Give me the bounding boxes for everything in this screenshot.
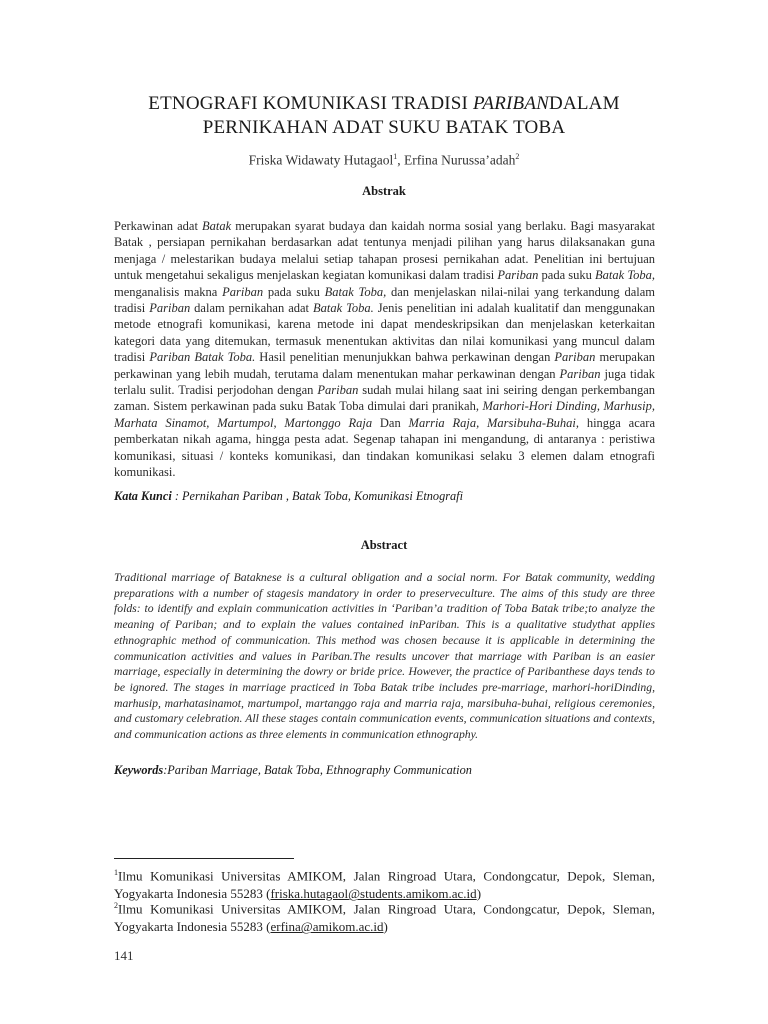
italic-term: Pariban [149, 301, 191, 316]
footnote-1-email[interactable]: friska.hutagaol@students.amikom.ac.id [270, 886, 477, 902]
author-list [114, 152, 654, 169]
italic-term: Batak Toba. [312, 301, 374, 316]
footnote-2-text: Ilmu Komunikasi Universitas AMIKOM, Jalan Ringroad Utara, Condongcatur, Depok, Sleman, Yogyakarta Indonesia 55283 ( [114, 901, 655, 935]
author-1: Friska Widawaty Hutagaol [248, 152, 394, 168]
title-line1-start: ETNOGRAFI KOMUNIKASI TRADISI [148, 93, 469, 114]
title-line1-italic: PARIBAN [473, 93, 550, 114]
abstract-heading: Abstract [360, 538, 408, 552]
footnote-2-close: ) [383, 919, 388, 935]
footnote-1-text: Ilmu Komunikasi Universitas AMIKOM, Jalan Ringroad Utara, Condongcatur, Depok, Sleman, Yogyakarta Indonesia 55283 ( [114, 868, 655, 902]
keywords-label: Keywords [114, 763, 164, 777]
italic-term: Pariban [559, 366, 601, 381]
footnote-rule [114, 858, 294, 859]
title-line1-end: DALAM [549, 93, 620, 114]
keywords [114, 763, 655, 778]
footnote-2 [114, 897, 655, 936]
abstrak-text-run: Perkawinan adat [114, 219, 203, 233]
abstrak-text-run: Jenis penelitian ini adalah kualitatif dan menggunakan metode etnografi komunikasi, karena metode ini dapat mendeskripsikan dan menjelaskan keterkaitan kategori data yang ditemukan, termasuk menentukan aktivitas dan nilai komunikasi yang muncul dalam tradisi [114, 301, 655, 365]
kata-kunci-text: : Pernikahan Pariban , Batak Toba, Komunikasi Etnografi [171, 489, 463, 503]
italic-term: Pariban [222, 284, 264, 299]
keywords-text: :Pariban Marriage, Batak Toba, Ethnography Communication [163, 763, 472, 777]
kata-kunci [114, 489, 655, 504]
abstract-body: Traditional marriage of Bataknese is a cultural obligation and a social norm. For Batak community, wedding preparations with a number of stagesis mandatory in order to preserveculture. The aims of this study are three folds: to identify and explain communication activities in ‘Pariban’a tradition of Toba Batak tribe;to analyze the meaning of Pariban; and to explain the values contained inPariban. This is a qualitative studythat applies ethnographic method of communication. This method was chosen because it is applicable in determining the communication activities and values in Pariban.The results uncover that marriage with Pariban is an easier marriage, especially in determining the dowry or bride price. However, the practice of Paribanthese days tends to be ignored. The stages in marriage practiced in Toba Batak tribe includes pre-marriage, marhori-horiDinding, marhusip, marhatasinamot, martumpol, martanggo raja and marria raja, marsibuha-buhai, religious ceremonies, and customary celebration. All these stages contain communication events, communication situations and contexts, and communication actions as three elements in communication ethnography. [114, 571, 655, 742]
abstrak-text-run: sudah mulai hilang saat ini seiring dengan perkembangan zaman. Sistem perkawinan pada suku Batak Toba dimulai dari pranikah, [114, 383, 656, 414]
italic-term: Batak Toba, [595, 268, 655, 283]
footnote-2-mark: 2 [114, 901, 118, 910]
abstrak-text-run: pada suku [538, 268, 596, 283]
abstrak-body [114, 218, 655, 481]
paper-title [114, 92, 654, 140]
italic-term: Pariban [554, 350, 596, 365]
abstrak-text-run: dan menjelaskan nilai-nilai yang terkandung dalam tradisi [114, 284, 655, 316]
abstrak-text-run: merupakan perkawinan yang lebih mudah, terutama dalam menentukan mahar perkawinan dengan [114, 350, 655, 381]
author-2: Erfina Nurussa’adah [404, 152, 516, 168]
abstrak-text-run: pada suku [263, 284, 325, 299]
italic-term: Batak Toba, [324, 284, 387, 299]
footnote-2-email[interactable]: erfina@amikom.ac.id [270, 919, 384, 935]
author-2-mark: 2 [515, 152, 520, 161]
abstrak-text-run: Dan [372, 415, 409, 430]
author-1-mark: 1 [393, 152, 398, 161]
italic-term: Marria Raja, Marsibuha-Buhai, [408, 415, 580, 430]
italic-term: Batak [202, 219, 232, 233]
author-separator: , [397, 152, 405, 168]
abstrak-heading: Abstrak [362, 184, 406, 198]
abstrak-text-run: hingga acara pemberkatan nikah agama, hingga pesta adat. Segenap tahapan ini mengandung, di antaranya : peristiwa komunikasi, situasi / konteks komunikasi, dan tindakan komunikasi selaku 3 elemen dalam etnografi komunikasi. [114, 415, 656, 480]
footnote-1-close: ) [476, 886, 482, 902]
footnote-1-mark: 1 [114, 868, 118, 877]
italic-term: Pariban [497, 268, 539, 283]
italic-term: Marhori-Hori Dinding, Marhusip, Marhata Sinamot, Martumpol, Martonggo Raja [114, 399, 656, 430]
title-line2: PERNIKAHAN ADAT SUKU BATAK TOBA [202, 117, 566, 138]
kata-kunci-label: Kata Kunci [114, 489, 172, 503]
italic-term: Pariban Batak Toba. [149, 350, 256, 365]
abstrak-text-run: juga tidak terlalu sulit. Tradisi perjodohan dengan [114, 366, 655, 398]
abstrak-text-run: dalam pernikahan adat [190, 301, 313, 316]
page-number: 141 [114, 948, 134, 963]
abstrak-text-run: merupakan syarat budaya dan kaidah norma sosial yang berlaku. Bagi masyarakat Batak , persiapan pernikahan berdasarkan adat tentunya menjadi pilihan yang harus dilaksanakan guna menjaga / melestarikan budaya melalui setiap tahapan prosesi pernikahan adat. Penelitian ini bertujuan untuk mengetahui sekaligus menjelaskan kegiatan komunikasi dalam tradisi [114, 219, 655, 283]
abstrak-text-run: Hasil penelitian menunjukkan bahwa perkawinan dengan [255, 350, 555, 365]
abstrak-text-run: menganalisis makna [114, 284, 223, 299]
italic-term: Pariban [317, 383, 359, 398]
